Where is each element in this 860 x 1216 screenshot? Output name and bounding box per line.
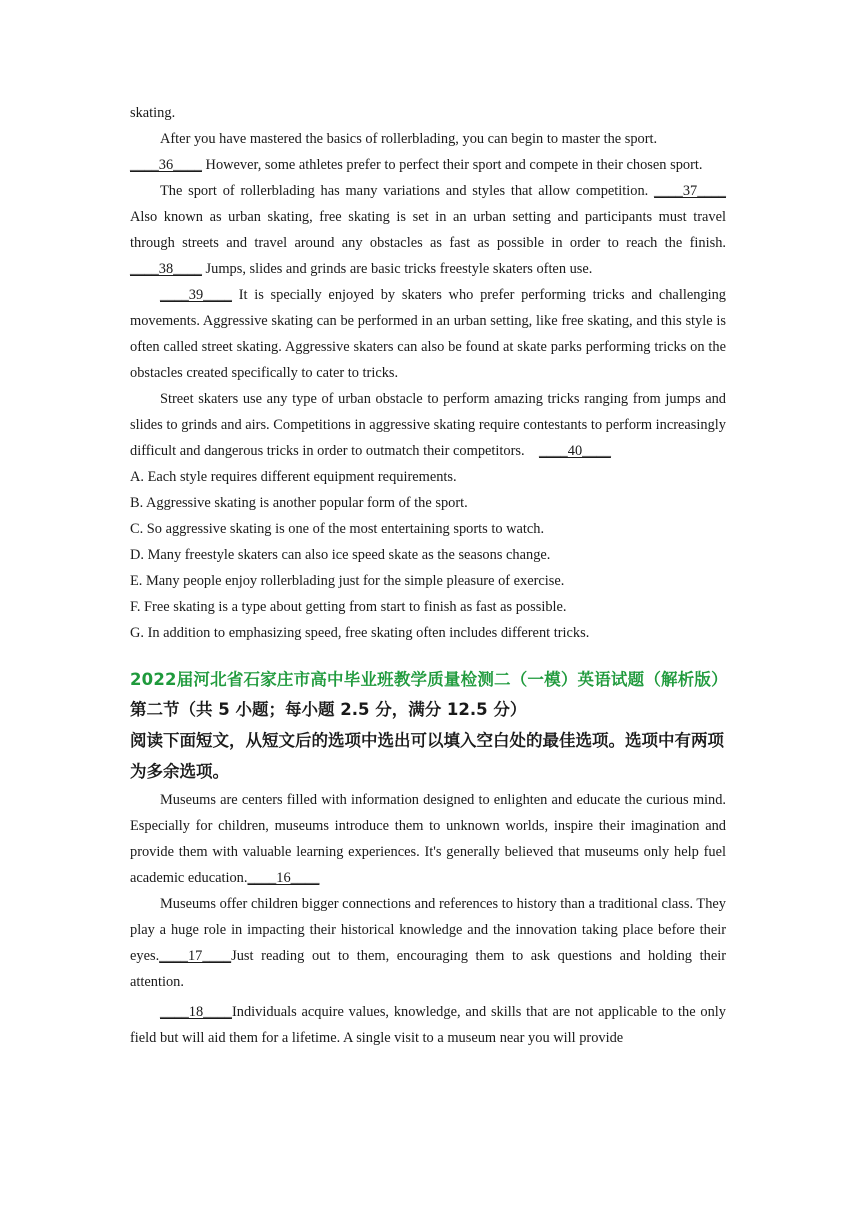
paragraph-17 — [130, 891, 726, 995]
blank-17: ____17____ — [159, 948, 232, 964]
option-c: C. So aggressive skating is one of the most entertaining sports to watch. — [130, 521, 545, 537]
instruction-text: 阅读下面短文，从短文后的选项中选出可以填入空白处的最佳选项。选项中有两项为多余选项。 — [130, 731, 724, 781]
text: Jumps, slides and grinds are basic tricks freestyle skaters often use. — [201, 261, 593, 277]
text: However, some athletes prefer to perfect their sport and compete in their chosen sport. — [201, 157, 703, 173]
option-e: E. Many people enjoy rollerblading just for the simple pleasure of exercise. — [130, 573, 565, 589]
option-a: A. Each style requires different equipment requirements. — [130, 469, 457, 485]
blank-18: ____18____ — [160, 1004, 232, 1020]
blank-36: ____36____ — [130, 157, 202, 173]
text: It is specially enjoyed by skaters who prefer performing tricks and challenging movements. Aggressive skating can be performed in an urban setting, like free skating, and this style is often called street skating. Aggressive skaters can also be found at skate parks performing tricks on the obstacles created specifically to cater to tricks. — [130, 287, 726, 381]
paragraph-37-38 — [130, 178, 726, 282]
blank-39: ____39____ — [160, 287, 232, 303]
option-f: F. Free skating is a type about getting from start to finish as fast as possible. — [130, 599, 567, 615]
spacer — [130, 646, 726, 666]
option-b: B. Aggressive skating is another popular form of the sport. — [130, 495, 468, 511]
text: After you have mastered the basics of rollerblading, you can begin to master the sport. — [160, 131, 658, 147]
paragraph-continuation — [130, 100, 726, 126]
text: Just reading out to them, encouraging them to ask questions and holding their attention. — [130, 948, 726, 990]
text: skating. — [130, 105, 176, 121]
text: Individuals acquire values, knowledge, and skills that are not applicable to the only field but will aid them for a lifetime. A single visit to a museum near you will provide — [130, 1004, 726, 1046]
paragraph-40 — [130, 386, 730, 464]
text: Museums are centers filled with information designed to enlighten and educate the curious mind. Especially for children, museums introduce them to unknown worlds, inspire their imagination and provide them with valuable learning experiences. It's generally believed that museums only help fuel academic education. — [130, 792, 726, 886]
paragraph-16 — [130, 787, 726, 891]
option-g: G. In addition to emphasizing speed, free skating often includes different tricks. — [130, 625, 590, 641]
paragraph-18 — [130, 999, 726, 1051]
paragraph-39 — [130, 282, 726, 386]
option-d: D. Many freestyle skaters can also ice speed skate as the seasons change. — [130, 547, 551, 563]
exam-title: 2022届河北省石家庄市高中毕业班教学质量检测二（一模）英语试题（解析版） — [130, 670, 728, 689]
text: Also known as urban skating, free skating is set in an urban setting and participants must travel through streets and travel around any obstacles as fast as possible in order to reach the finish. — [130, 209, 726, 251]
text: Museums offer children bigger connections and references to history than a traditional class. They play a huge role in impacting their historical knowledge and the innovation taking place before their eyes. — [130, 896, 726, 964]
paragraph-36 — [130, 126, 726, 178]
blank-38: ____38____ — [130, 261, 202, 277]
text: The sport of rollerblading has many variations and styles that allow competition. — [160, 183, 655, 199]
blank-37: ____37____ — [654, 183, 726, 199]
blank-16: ____16____ — [247, 870, 320, 886]
section-heading: 第二节（共 5 小题；每小题 2.5 分，满分 12.5 分） — [130, 700, 527, 719]
text: Street skaters use any type of urban obstacle to perform amazing tricks ranging from jumps and slides to grinds and airs. Competitions in aggressive skating require contestants to perform increasingly difficult and dangerous tricks in order to outmatch their competitors. — [130, 391, 730, 459]
blank-40: ____40____ — [538, 443, 611, 459]
document-content — [130, 100, 730, 1051]
